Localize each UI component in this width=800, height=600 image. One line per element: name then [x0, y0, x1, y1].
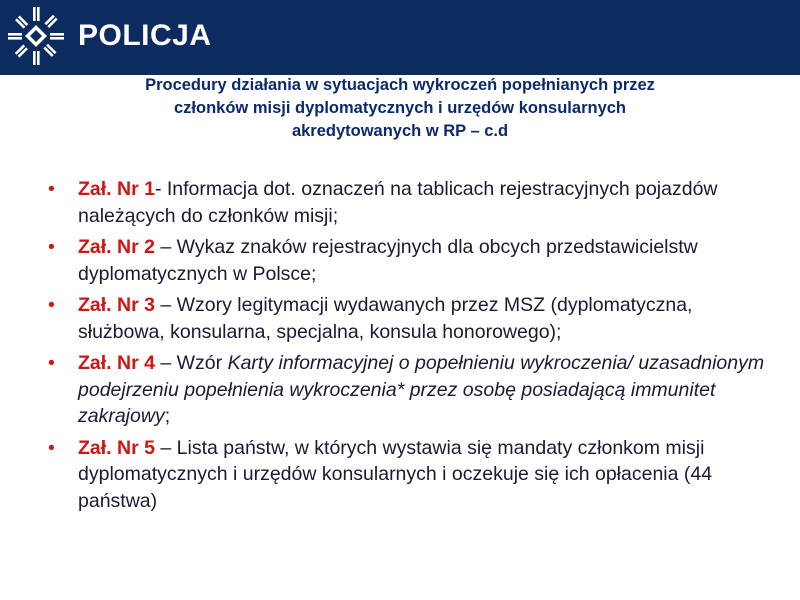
list-item	[48, 292, 768, 345]
brand-wordmark: POLICJA	[78, 19, 212, 52]
separator: –	[154, 352, 177, 374]
list-item	[48, 234, 768, 287]
bullet-icon: •	[48, 352, 55, 374]
attachment-description-italic: Karty informacyjnej o popełnieniu wykroczenia/ uzasadnionym podejrzeniu popełnienia wykroczenia* przez osobę posiadającą immunitet zakrajowy	[78, 352, 765, 427]
separator: –	[154, 294, 177, 316]
attachment-description: Lista państw, w których wystawia się mandaty członkom misji dyplomatycznych i urzędów konsularnych i oczekuje się ich opłacenia (44 państwa)	[78, 436, 713, 512]
attachment-description: Wykaz znaków rejestracyjnych dla obcych przedstawicielstw dyplomatycznych w Polsce;	[78, 236, 698, 285]
attachment-number: Zał. Nr 5	[78, 436, 155, 459]
attachment-description: Wzory legitymacji wydawanych przez MSZ (dyplomatyczna, służbowa, konsularna, specjalna, konsula honorowego);	[78, 294, 693, 343]
slide-title-line: Procedury działania w sytuacjach wykroczeń popełnianych przez	[145, 76, 655, 94]
bullet-icon: •	[48, 294, 55, 316]
separator: -	[154, 178, 167, 200]
list-item	[48, 176, 768, 229]
slide-title-line: członków misji dyplomatycznych i urzędów konsularnych	[173, 99, 627, 117]
separator: –	[154, 436, 177, 459]
slide-title-line: akredytowanych w RP – c.d	[291, 122, 509, 140]
list-item	[48, 350, 768, 430]
bullet-icon: •	[48, 436, 55, 459]
attachment-number: Zał. Nr 1	[78, 178, 155, 200]
header-bar	[0, 0, 800, 75]
attachment-description: Informacja dot. oznaczeń na tablicach rejestracyjnych pojazdów należących do członków misji;	[78, 178, 718, 227]
separator: –	[154, 236, 177, 258]
attachment-number: Zał. Nr 4	[78, 352, 155, 374]
list-item	[48, 435, 768, 515]
attachment-number: Zał. Nr 3	[78, 294, 155, 316]
bullet-icon: •	[48, 178, 55, 200]
attachment-number: Zał. Nr 2	[78, 236, 155, 258]
attachment-description-end: ;	[164, 405, 171, 427]
attachments-list	[48, 176, 768, 519]
slide-title	[60, 74, 740, 143]
police-star-icon	[6, 5, 66, 67]
attachment-description: Wzór	[176, 352, 228, 374]
bullet-icon: •	[48, 236, 55, 258]
